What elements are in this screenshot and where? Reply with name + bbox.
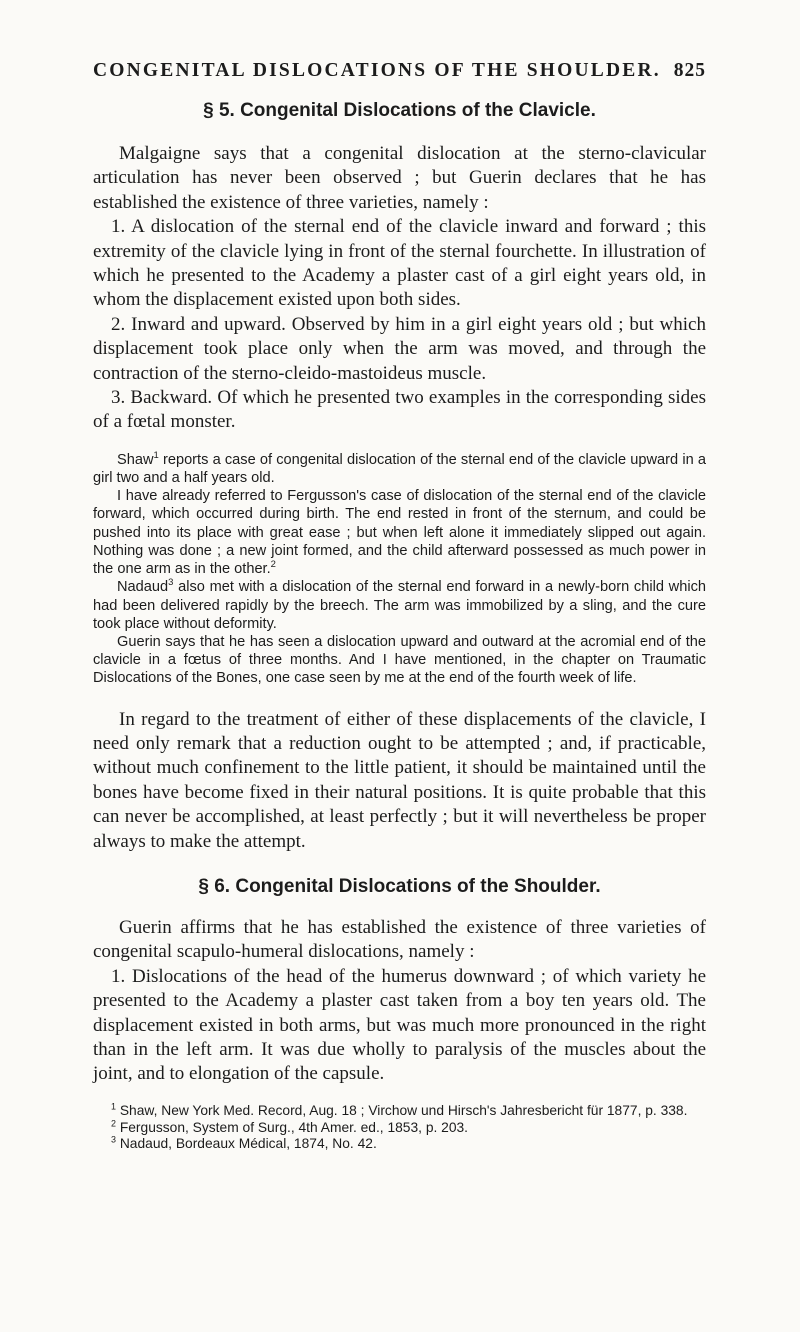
text: Shaw: [117, 451, 154, 468]
paragraph-treatment: In regard to the treatment of either of these displacements of the clavicle, I need only remark that a reduction ought to be attempted ; and, if practicable, without much confinement to the little patient, it should be maintained until the bones have become fixed in their natural positions. It is quite probable that this can never be accomplished, at least perfectly ; but it will nevertheless be proper always to make the attempt.: [93, 708, 706, 852]
footnote-mark: 2: [111, 1118, 116, 1128]
footnote-ref: 2: [270, 559, 276, 571]
text: also met with a dislocation of the sternal end forward in a newly-born child which had been delivered rapidly by the breech. The arm was immobilized by a sling, and the cure took place without deformity.: [93, 579, 706, 632]
running-title: CONGENITAL DISLOCATIONS OF THE SHOULDER.: [93, 60, 661, 81]
paragraph-variety-1: 1. A dislocation of the sternal end of the clavicle inward and forward ; this extremity of the clavicle lying in front of the sternal fourchette. In illustration of which he presented to the Academy a plaster cast of a girl eight years old, in whom the displacement existed upon both sides.: [93, 216, 706, 311]
running-head: [93, 60, 706, 82]
text: Nadaud: [117, 579, 169, 596]
paragraph-shoulder-intro: Guerin affirms that he has established the existence of three varieties of congenital scapulo-humeral dislocations, namely :: [93, 916, 706, 963]
paragraph-variety-2: 2. Inward and upward. Observed by him in a girl eight years old ; but which displacement took place only when the arm was moved, and through the contraction of the sterno-cleido-mastoideus muscle.: [93, 313, 706, 384]
small-print-block: [93, 451, 706, 688]
footnote-text: Fergusson, System of Surg., 4th Amer. ed., 1853, p. 203.: [116, 1119, 469, 1135]
small-paragraph-shaw: [93, 451, 706, 487]
footnote-2: [93, 1120, 706, 1137]
section-6-title: § 6. Congenital Dislocations of the Shoulder.: [198, 875, 601, 897]
text: reports a case of congenital dislocation of the sternal end of the clavicle upward in a girl two and a half years old.: [93, 451, 706, 487]
small-paragraph-nadaud: [93, 578, 706, 633]
footnote-3: [93, 1136, 706, 1153]
footnote-mark: 1: [111, 1101, 116, 1112]
footnote-1: [93, 1103, 706, 1120]
text: I have already referred to Fergusson's case of dislocation of the sternal end of the clavicle forward, which occurred during birth. The end rested in front of the sternum, and could be pushed into its place with great ease ; but when left alone it immediately slipped out again. Nothing was done ; a new joint formed, and the child afterward possessed as much power in the one arm as in the other.: [93, 488, 706, 578]
paragraph-intro: Malgaigne says that a congenital dislocation at the sterno-clavicular articulation has never been observed ; but Guerin declares that he has established the existence of three varieties, namely :: [93, 143, 706, 213]
footnote-ref: 3: [168, 577, 174, 589]
footnote-ref: 1: [153, 450, 159, 462]
paragraph-shoulder-variety-1: 1. Dislocations of the head of the humerus downward ; of which variety he presented to the Academy a plaster cast taken from a boy ten years old. The displacement existed in both arms, but was much more pronounced in the right than in the left arm. It was due wholly to paralysis of the muscles about the joint, and to elongation of the capsule.: [93, 965, 706, 1085]
footnote-mark: 3: [111, 1134, 116, 1145]
footnote-text: Shaw, New York Med. Record, Aug. 18 ; Virchow und Hirsch's Jahresbericht für 1877, p. 338.: [116, 1102, 688, 1118]
paragraph-variety-3: 3. Backward. Of which he presented two examples in the corresponding sides of a fœtal monster.: [93, 387, 706, 433]
footnote-text: Nadaud, Bordeaux Médical, 1874, No. 42.: [116, 1136, 377, 1152]
page-number: 825: [673, 60, 706, 81]
section-5-title: § 5. Congenital Dislocations of the Clavicle.: [203, 100, 596, 121]
small-paragraph-guerin: Guerin says that he has seen a dislocation upward and outward at the acromial end of the clavicle in a fœtus of three months. And I have mentioned, in the chapter on Traumatic Dislocations of the Bones, one case seen by me at the end of the fourth week of life.: [93, 633, 706, 687]
small-paragraph-fergusson: [93, 487, 706, 578]
footnotes: [93, 1103, 706, 1153]
